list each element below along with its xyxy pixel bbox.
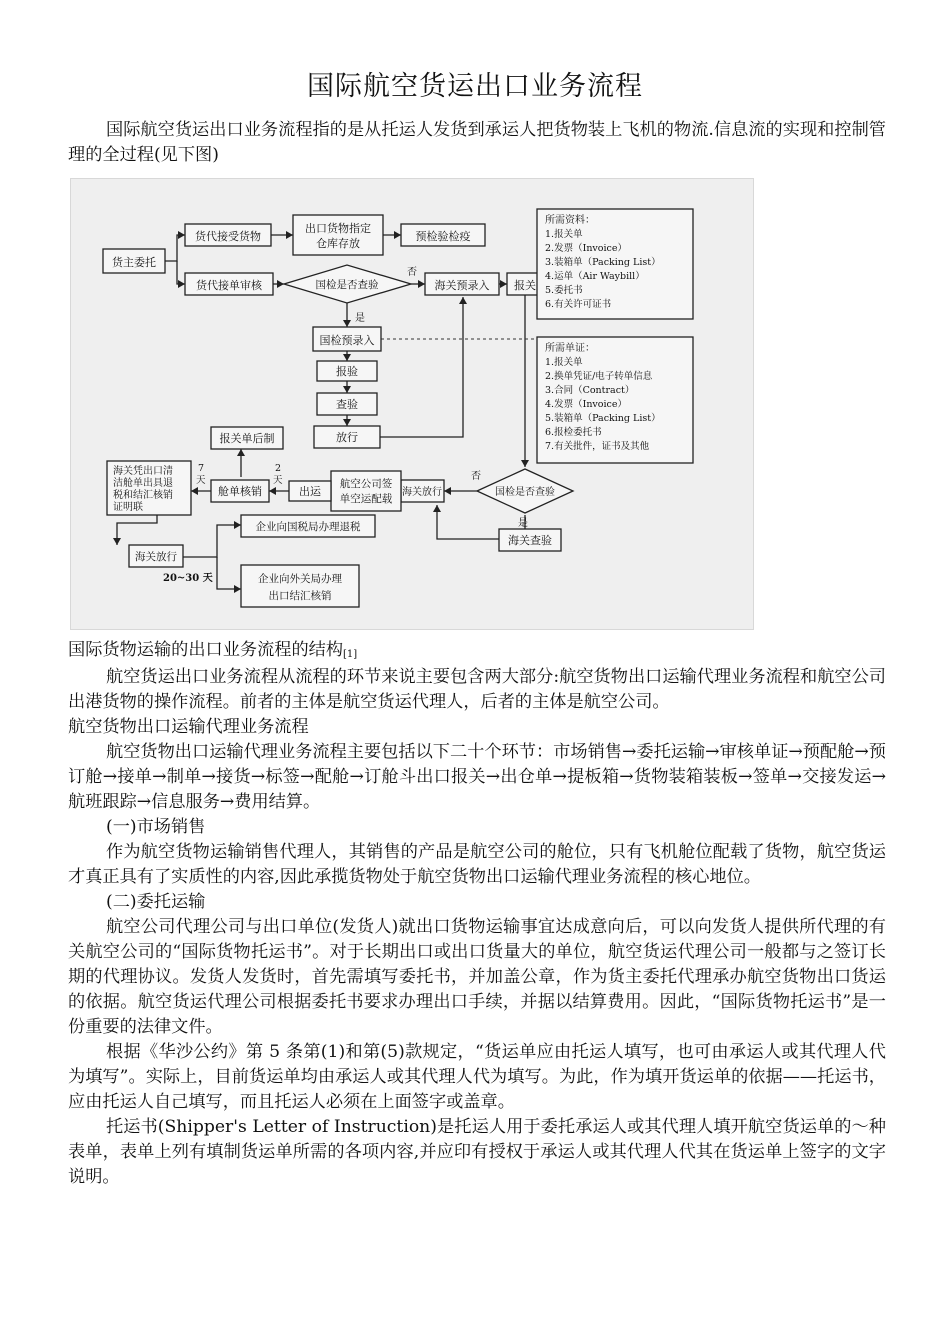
heading-agent-process: 航空货物出口运输代理业务流程 bbox=[68, 717, 309, 737]
node-inspect-q: 国检是否查验 bbox=[315, 279, 379, 291]
node-shipper: 货主委托 bbox=[112, 256, 156, 269]
label-days-2-unit: 天 bbox=[273, 475, 283, 486]
node-inspect-entry: 国检预录入 bbox=[319, 334, 375, 347]
docs-2-item: 3.合同（Contract） bbox=[545, 385, 635, 396]
node-cancel: 舱单核销 bbox=[218, 485, 262, 498]
node-release: 放行 bbox=[336, 431, 358, 444]
node-ship-out: 出运 bbox=[299, 485, 321, 498]
node-customs-release2: 海关放行 bbox=[135, 551, 177, 563]
paragraph-market-sales: 作为航空货物运输销售代理人，其销售的产品是航空公司的舱位，只有飞机舱位配载了货物，航空货运才真正具有了实质性的内容,因此承揽货物处于航空货物出口运输代理业务流程的核心地位。 bbox=[68, 842, 886, 887]
node-inspect-q2: 国检是否查验 bbox=[495, 487, 555, 498]
node-customs-check: 海关查验 bbox=[508, 534, 552, 547]
label-days-7-num: 7 bbox=[198, 463, 205, 474]
paragraph-overview: 航空货运出口业务流程从流程的环节来说主要包含两大部分:航空货物出口运输代理业务流程和航空公司出港货物的操作流程。前者的主体是航空货运代理人，后者的主体是航空公司。 bbox=[68, 667, 886, 712]
node-customs-release: 海关放行 bbox=[402, 487, 442, 498]
docs-2-item: 1.报关单 bbox=[545, 357, 583, 368]
docs-2-item: 5.装箱单（Packing List） bbox=[545, 413, 661, 424]
docs-2-item: 6.报检委托书 bbox=[545, 427, 602, 438]
node-airline-line2: 单空运配载 bbox=[339, 493, 393, 505]
node-airline-line1: 航空公司签 bbox=[339, 478, 393, 490]
node-post-declare: 报关单后制 bbox=[219, 432, 275, 445]
docs-1-item: 3.装箱单（Packing List） bbox=[545, 257, 661, 268]
node-clear-line1: 海关凭出口清 bbox=[113, 466, 173, 477]
docs-1-item: 4.运单（Air Waybill） bbox=[545, 271, 645, 282]
intro-block bbox=[68, 118, 886, 168]
node-airline-box bbox=[331, 471, 401, 511]
docs-2-title: 所需单证： bbox=[545, 343, 595, 354]
node-warehouse-line1: 出口货物指定 bbox=[305, 222, 371, 235]
label-yes-1: 是 bbox=[355, 313, 365, 324]
node-forex-line1: 企业向外关局办理 bbox=[258, 573, 342, 585]
label-days-20-30: 20~30 天 bbox=[163, 573, 213, 584]
node-precheck: 预检验检疫 bbox=[415, 230, 471, 243]
intro-paragraph: 国际航空货运出口业务流程指的是从托运人发货到承运人把货物装上飞机的物流.信息流的实现和控制管理的全过程(见下图) bbox=[68, 120, 886, 165]
page-title: 国际航空货运出口业务流程 bbox=[307, 71, 643, 102]
node-warehouse-line2: 仓库存放 bbox=[316, 237, 360, 250]
docs-1-title: 所需资料： bbox=[545, 215, 595, 226]
node-clear-line4: 证明联 bbox=[113, 502, 143, 513]
docs-1-item: 1.报关单 bbox=[545, 229, 583, 240]
node-agent-review: 货代接单审核 bbox=[196, 279, 262, 292]
node-agent-accept: 货代接受货物 bbox=[195, 230, 261, 243]
flowchart-figure bbox=[70, 178, 754, 630]
label-no-1: 否 bbox=[407, 267, 417, 278]
docs-1-item: 5.委托书 bbox=[545, 285, 583, 296]
node-check: 查验 bbox=[336, 398, 358, 411]
docs-2-item: 4.发票（Invoice） bbox=[545, 399, 628, 410]
paragraph-agent-steps: 航空货物出口运输代理业务流程主要包括以下二十个环节：市场销售→委托运输→审核单证→预配舱→预订舱→接单→制单→接货→标签→配舱→订舱斗出口报关→出仓单→提板箱→货物装箱装板→签单→交接发运→航班跟踪→信息服务→费用结算。 bbox=[68, 742, 886, 812]
label-yes-2: 是 bbox=[518, 518, 528, 529]
node-declare: 报关 bbox=[514, 279, 536, 292]
paragraph-shipper-letter: 托运书(Shipper's Letter of Instruction)是托运人用于委托承运人或其代理人填开航空货运单的～种表单，表单上列有填制货运单所需的各项内容,并应印有授权于承运人或其代理人代其在货运单上签字的文字说明。 bbox=[68, 1117, 886, 1187]
node-report-inspect: 报验 bbox=[336, 365, 358, 378]
heading-market-sales: (一)市场销售 bbox=[106, 817, 206, 837]
label-days-7-unit: 天 bbox=[196, 475, 206, 486]
node-customs-entry: 海关预录入 bbox=[434, 279, 490, 292]
node-tax-refund: 企业向国税局办理退税 bbox=[255, 521, 361, 533]
body-text bbox=[68, 638, 886, 1190]
caption-reference: [1] bbox=[343, 649, 358, 660]
docs-2-item: 7.有关批件，证书及其他 bbox=[545, 441, 650, 452]
label-days-2-num: 2 bbox=[275, 463, 282, 474]
docs-1-item: 2.发票（Invoice） bbox=[545, 243, 628, 254]
docs-1-item: 6.有关许可证书 bbox=[545, 299, 612, 310]
heading-consignment: (二)委托运输 bbox=[106, 892, 206, 912]
label-no-2: 否 bbox=[471, 471, 481, 482]
node-forex-line2: 出口结汇核销 bbox=[268, 590, 332, 602]
figure-caption-text: 国际货物运输的出口业务流程的结构 bbox=[68, 640, 344, 660]
node-clear-line3: 税和结汇核销 bbox=[113, 490, 173, 501]
paragraph-warsaw: 根据《华沙公约》第 5 条第(1)和第(5)款规定，“货运单应由托运人填写，也可由承运人或其代理人代为填写”。实际上，目前货运单均由承运人或其代理人代为填写。为此，作为填开货运单的依据——托运书，应由托运人自己填写，而且托运人必须在上面签字或盖章。 bbox=[68, 1042, 886, 1112]
figure-caption bbox=[68, 638, 886, 665]
docs-2-item: 2.换单凭证/电子转单信息 bbox=[545, 371, 653, 382]
paragraph-consignment: 航空公司代理公司与出口单位(发货人)就出口货物运输事宜达成意向后，可以向发货人提供所代理的有关航空公司的“国际货物托运书”。对于长期出口或出口货量大的单位，航空货运代理公司一般都与之签订长期的代理协议。发货人发货时，首先需填写委托书，并加盖公章，作为货主委托代理承办航空货物出口货运的依据。航空货运代理公司根据委托书要求办理出口手续，并据以结算费用。因此，“国际货物托运书”是一份重要的法律文件。 bbox=[68, 917, 886, 1037]
node-clear-line2: 洁舱单出具退 bbox=[113, 478, 173, 489]
